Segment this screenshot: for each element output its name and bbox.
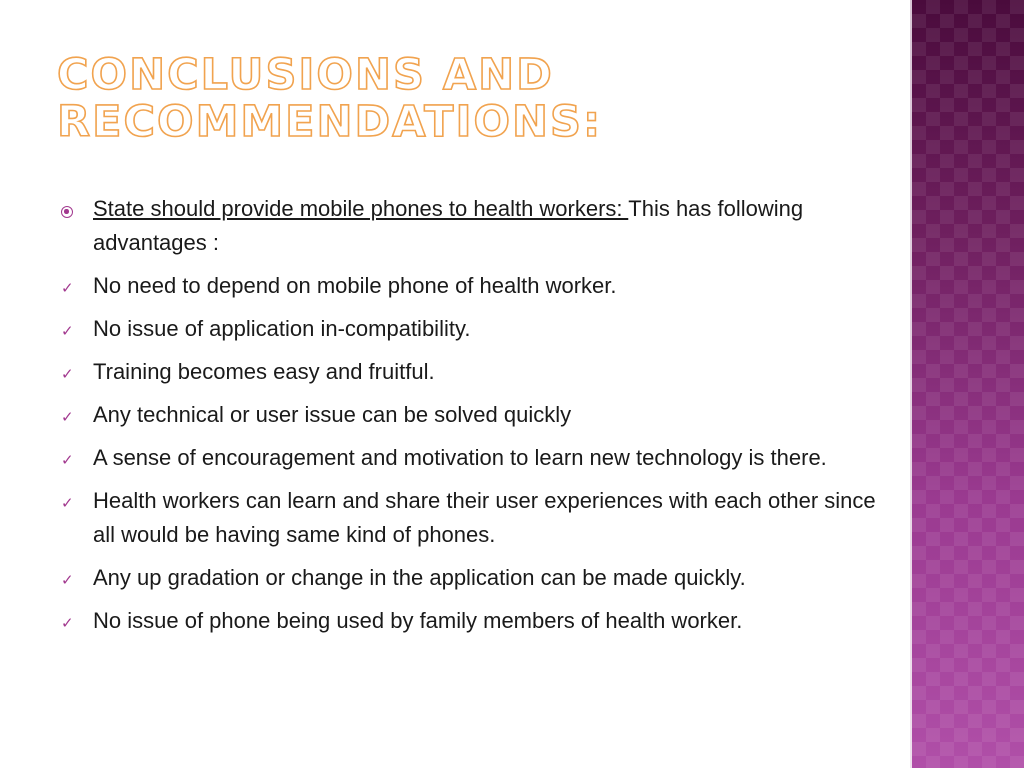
list-item-text: No issue of application in-compatibility. bbox=[93, 316, 471, 341]
list-item-text: No need to depend on mobile phone of health worker. bbox=[93, 273, 617, 298]
list-item-text: A sense of encouragement and motivation to learn new technology is there. bbox=[93, 445, 827, 470]
list-item bbox=[60, 355, 900, 389]
lead-rest-text: This has following advantages : bbox=[93, 196, 804, 255]
list-item bbox=[60, 312, 900, 346]
decorative-side-band bbox=[912, 0, 1024, 768]
check-icon: ✓ bbox=[61, 408, 74, 426]
list-item-text: Health workers can learn and share their user experiences with each other since all would be having same kind of phones. bbox=[93, 488, 876, 547]
slide-title bbox=[57, 52, 887, 146]
check-icon: ✓ bbox=[61, 279, 74, 297]
list-item bbox=[60, 269, 900, 303]
list-item-text: Any technical or user issue can be solved quickly bbox=[93, 402, 572, 427]
check-icon: ✓ bbox=[61, 451, 74, 469]
list-item bbox=[60, 398, 900, 432]
check-icon: ✓ bbox=[61, 614, 74, 632]
lead-item bbox=[60, 192, 900, 260]
list-item bbox=[60, 604, 900, 638]
radio-bullet-icon bbox=[60, 192, 82, 226]
check-icon: ✓ bbox=[61, 322, 74, 340]
title-line-1: CONCLUSIONS AND bbox=[57, 50, 554, 100]
list-item-text: Training becomes easy and fruitful. bbox=[93, 359, 435, 384]
list-item-text: Any up gradation or change in the application can be made quickly. bbox=[93, 565, 746, 590]
check-icon: ✓ bbox=[61, 365, 74, 383]
list-item-text: No issue of phone being used by family members of health worker. bbox=[93, 608, 743, 633]
list-item bbox=[60, 484, 900, 552]
title-line-2: RECOMMENDATIONS: bbox=[57, 97, 603, 147]
check-icon: ✓ bbox=[61, 571, 74, 589]
lead-underlined-text: State should provide mobile phones to health workers: bbox=[93, 196, 629, 221]
list-item bbox=[60, 561, 900, 595]
list-item bbox=[60, 441, 900, 475]
bullet-list bbox=[60, 192, 900, 647]
check-icon: ✓ bbox=[61, 494, 74, 512]
